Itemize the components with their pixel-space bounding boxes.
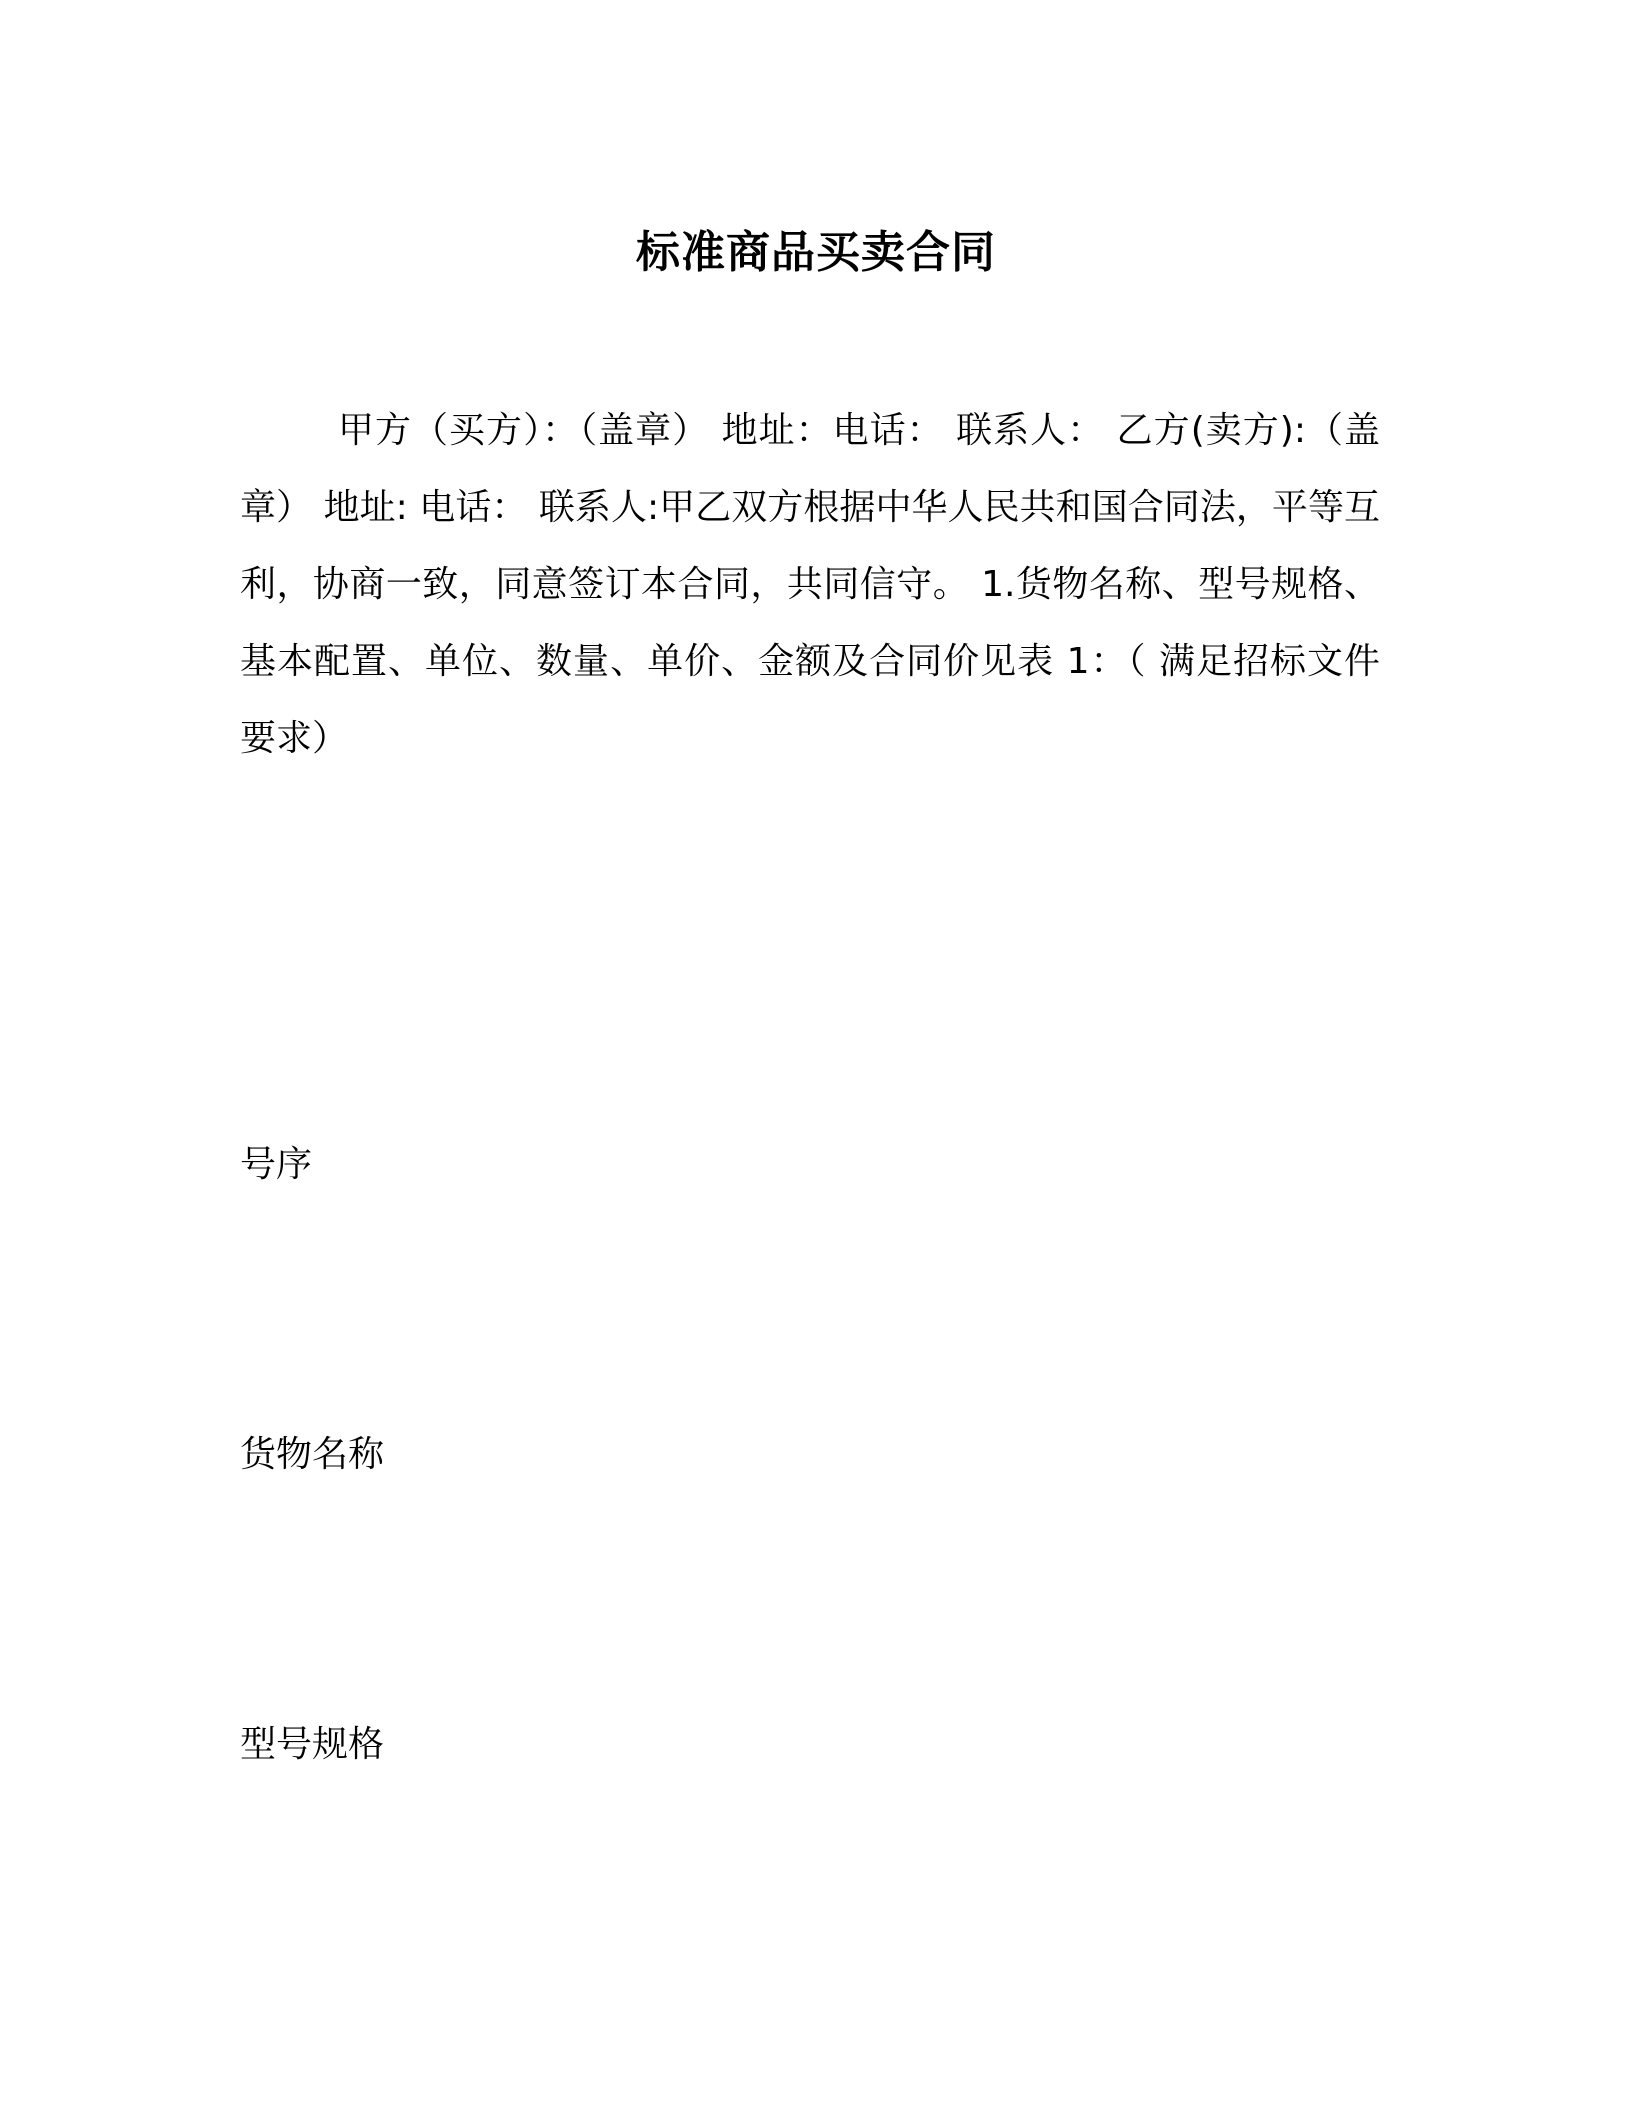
table-label-model-spec: 型号规格 bbox=[240, 1724, 385, 1765]
table-label-goods-name: 货物名称 bbox=[240, 1434, 385, 1475]
contract-paragraph: 甲方（买方）：（盖章） 地址：电话： 联系人： 乙方(卖方):（盖章） 地址: 电话： 联系人:甲乙双方根据中华人民共和国合同法，平等互利，协商一致，同意签订本合同，共同信守。 1.货物名称、型号规格、基本配置、单位、数量、单价、金额及合同价见表 1：（ 满足招标文件要求） bbox=[240, 410, 1380, 759]
table-label-serial: 号序 bbox=[240, 1144, 313, 1185]
page-title: 标准商品买卖合同 bbox=[636, 227, 996, 278]
